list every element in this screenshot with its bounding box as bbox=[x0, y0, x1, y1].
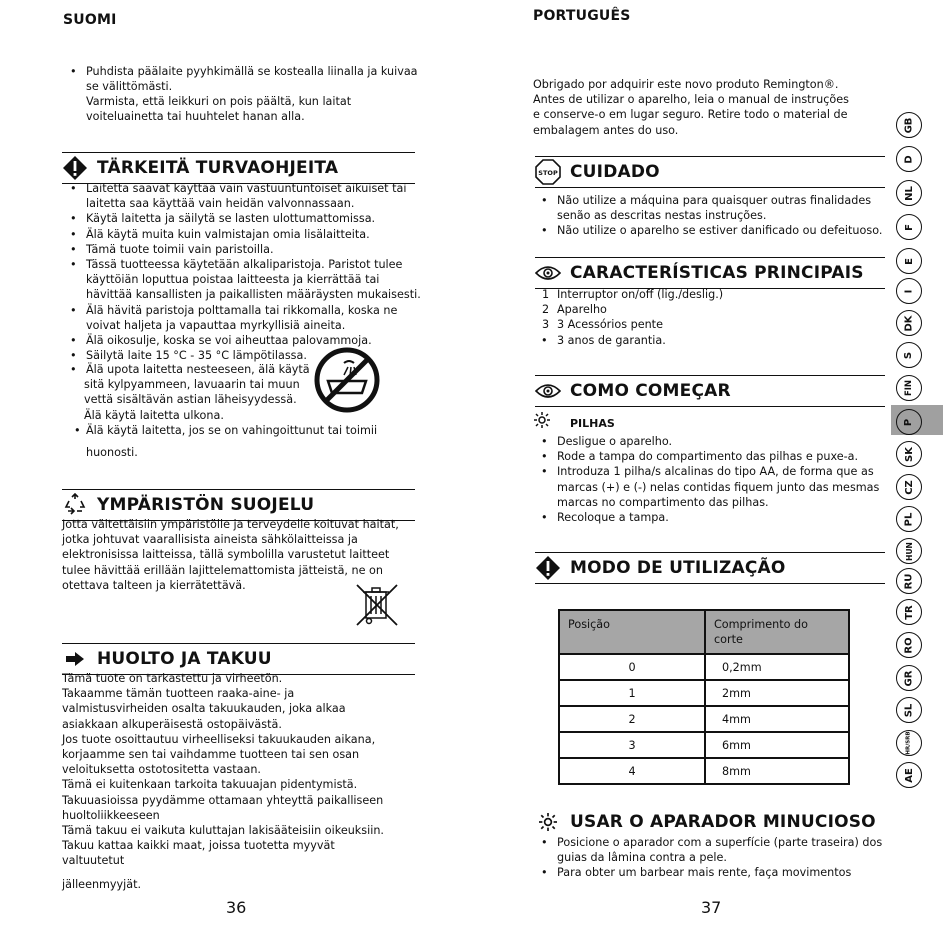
language-header-finnish: SUOMI bbox=[63, 12, 117, 28]
table-header-row bbox=[559, 610, 849, 654]
service-line: Jos tuote osoittautuu virheelliseksi takuukauden aikana, korjaamme sen tai vaihdamme tuotteen tai sen osan veloituksetta ostotositetta vastaan. bbox=[62, 732, 376, 777]
intro-bullet: • Puhdista päälaite pyyhkimällä se kostealla liinalla ja kuivaa se välittömästi. bbox=[62, 64, 422, 94]
eye-icon bbox=[535, 378, 561, 404]
caution-title: CUIDADO bbox=[570, 162, 660, 182]
features-section-header bbox=[535, 257, 885, 289]
water-bullet-line: • Älä upota laitetta nesteeseen, älä käytä bbox=[70, 363, 310, 376]
stop-label: STOP bbox=[538, 169, 558, 177]
sun-icon bbox=[534, 412, 550, 432]
warning-icon bbox=[535, 555, 561, 581]
table-row bbox=[559, 680, 849, 706]
getting-started-list bbox=[533, 434, 893, 525]
water-warning bbox=[62, 362, 322, 423]
language-tab-ru[interactable]: RU bbox=[896, 568, 922, 594]
water-bullet-line: sitä kylpyammeen, lavuaarin tai muun bbox=[84, 378, 300, 392]
getting-started-bullet: • Rode a tampa do compartimento das pilhas e puxe-a. bbox=[533, 449, 893, 464]
table-row bbox=[559, 732, 849, 758]
caution-section-header bbox=[535, 156, 885, 188]
environment-title: YMPÄRISTÖN SUOJELU bbox=[97, 495, 315, 515]
detail-trimmer-bullet: • Para obter um barbear mais rente, faça movimentos bbox=[533, 865, 893, 880]
weee-bin-icon bbox=[354, 582, 400, 632]
language-tab-nl[interactable]: NL bbox=[896, 180, 922, 206]
water-bullet-line: Älä käytä laitetta ulkona. bbox=[84, 408, 224, 422]
language-tab-e[interactable]: E bbox=[896, 248, 922, 274]
no-bath-icon bbox=[314, 347, 380, 417]
service-title: HUOLTO JA TAKUU bbox=[97, 649, 272, 669]
service-line: Takuu kattaa kaikki maat, joissa tuotetta myyvät valtuutetut bbox=[62, 839, 335, 868]
service-line: Tämä tuote on tarkastettu ja virheetön. bbox=[62, 672, 283, 685]
language-tab-d[interactable]: D bbox=[896, 146, 922, 172]
last-safety-bullet bbox=[72, 423, 422, 460]
language-tab-pl[interactable]: PL bbox=[896, 506, 922, 532]
getting-started-bullet: • Desligue o aparelho. bbox=[533, 434, 893, 449]
intro-extra-line: voiteluainetta tai huuhtelet hanan alla. bbox=[86, 110, 305, 124]
language-tab-gb[interactable]: GB bbox=[896, 112, 922, 138]
language-tab-p[interactable]: P bbox=[896, 409, 922, 435]
page-number-left: 36 bbox=[226, 898, 247, 917]
feature-item: 3 3 Acessórios pente bbox=[542, 318, 663, 332]
right-page bbox=[475, 0, 950, 950]
getting-started-bullet: • Recoloque a tampa. bbox=[533, 510, 893, 525]
table-cell: 2mm bbox=[705, 680, 849, 706]
safety-list bbox=[62, 181, 422, 363]
detail-trimmer-title: USAR O APARADOR MINUCIOSO bbox=[570, 812, 876, 832]
language-tab-gr[interactable]: GR bbox=[896, 665, 922, 691]
table-cell: 6mm bbox=[705, 732, 849, 758]
service-line: Takaamme tämän tuotteen raaka-aine- ja valmistusvirheiden osalta takuukauden, joka alkaa asiakkaan alkuperäisestä ostopäivästä. bbox=[62, 687, 346, 731]
table-header-cell: Posição bbox=[559, 610, 705, 654]
last-bullet-line: huonosti. bbox=[86, 446, 138, 460]
warning-icon bbox=[62, 155, 88, 181]
environment-text: Jotta vältettäisiin ympäristölle ja terveydelle koituvat haitat, jotka johtuvat vaarallisista aineista sähkölaitteissa ja elektronisissa laitteissa, tällä symbolilla varustetut laitteet tulee hävittää erillään lajittelemattomista jätteistä, ne on otettava talteen ja kierrätettävä. bbox=[62, 518, 399, 592]
language-tab-hr-srb[interactable]: HR/SRB bbox=[896, 730, 922, 756]
intro-paragraph: Obrigado por adquirir este novo produto Remington®. Antes de utilizar o aparelho, leia o manual de instruções e conserve-o em lugar seguro. Retire todo o material de embalagem antes do uso. bbox=[533, 78, 849, 137]
safety-title: TÄRKEITÄ TURVAOHJEITA bbox=[97, 158, 339, 178]
safety-bullet: • Älä käytä muita kuin valmistajan omia lisälaitteita. bbox=[62, 227, 422, 242]
intro-list bbox=[62, 64, 422, 94]
safety-bullet: • Laitetta saavat käyttää vain vastuuntuntoiset aikuiset tai laitetta saa käyttää vain heidän valvonnassaan. bbox=[62, 181, 422, 211]
safety-bullet: • Säilytä laite 15 °C - 35 °C lämpötilassa. bbox=[62, 348, 422, 363]
service-text bbox=[62, 671, 394, 892]
detail-trimmer-section-header bbox=[535, 806, 885, 838]
safety-bullet: • Käytä laitetta ja säilytä se lasten ulottumattomissa. bbox=[62, 211, 422, 226]
water-bullet-line: vettä sisältävän astian läheisyydessä. bbox=[84, 393, 297, 407]
safety-section-header bbox=[62, 152, 415, 184]
table-cell: 0 bbox=[559, 654, 705, 680]
language-tab-cz[interactable]: CZ bbox=[896, 474, 922, 500]
table-row bbox=[559, 706, 849, 732]
arrow-right-icon bbox=[62, 646, 88, 672]
table-row bbox=[559, 654, 849, 680]
getting-started-section-header bbox=[535, 375, 885, 407]
language-tab-ae[interactable]: AE bbox=[896, 762, 922, 788]
features-bullets bbox=[533, 333, 893, 348]
feature-bullet: • 3 anos de garantia. bbox=[533, 333, 893, 348]
sun-icon bbox=[535, 809, 561, 835]
caution-list bbox=[533, 193, 893, 239]
table-cell: 1 bbox=[559, 680, 705, 706]
table-cell: 8mm bbox=[705, 758, 849, 784]
service-line: Tämä takuu ei vaikuta kuluttajan lakisääteisiin oikeuksiin. bbox=[62, 824, 384, 838]
usage-section-header bbox=[535, 552, 885, 584]
intro-extra-line: Varmista, että leikkuri on pois päältä, kun laitat bbox=[86, 95, 352, 108]
language-header-portuguese: PORTUGUÊS bbox=[533, 8, 631, 24]
features-list bbox=[533, 287, 893, 333]
usage-title: MODO DE UTILIZAÇÃO bbox=[570, 558, 786, 578]
service-line: Takuuasioissa pyydämme ottamaan yhteyttä paikalliseen huoltoliikkeeseen bbox=[62, 793, 384, 822]
language-tab-fin[interactable]: FIN bbox=[896, 375, 922, 401]
stop-icon bbox=[535, 159, 561, 185]
language-tab-sk[interactable]: SK bbox=[896, 441, 922, 467]
detail-trimmer-list bbox=[533, 835, 893, 881]
language-tab-ro[interactable]: RO bbox=[896, 632, 922, 658]
table-cell: 0,2mm bbox=[705, 654, 849, 680]
table-cell: 3 bbox=[559, 732, 705, 758]
service-line: Tämä ei kuitenkaan tarkoita takuuajan pidentymistä. bbox=[62, 778, 358, 792]
cut-length-table bbox=[558, 609, 850, 785]
page-number-right: 37 bbox=[701, 898, 722, 917]
eye-icon bbox=[535, 260, 561, 286]
safety-bullet: • Tässä tuotteessa käytetään alkaliparistoja. Paristot tulee käyttöiän loputtua poistaa laitteesta ja kierrättää tai hävittää kansallisten ja paikallisten määräysten mukaisesti. bbox=[62, 257, 422, 303]
safety-bullet: • Tämä tuote toimii vain paristoilla. bbox=[62, 242, 422, 257]
recycle-icon bbox=[62, 492, 88, 518]
feature-item: 2 Aparelho bbox=[542, 303, 607, 317]
getting-started-bullet: • Introduza 1 pilha/s alcalinas do tipo AA, de forma que as marcas (+) e (-) nelas contidas fiquem junto das mesmas marcas no compartimento das pilhas. bbox=[533, 464, 893, 510]
service-line: jälleenmyyjät. bbox=[62, 877, 142, 891]
safety-bullet: • Älä hävitä paristoja polttamalla tai rikkomalla, koska ne voivat haljeta ja vapauttaa myrkyllisiä aineita. bbox=[62, 303, 422, 333]
table-header-cell: Comprimento do corte bbox=[705, 610, 849, 654]
batteries-subtitle: PILHAS bbox=[570, 417, 615, 430]
language-tab-sl[interactable]: SL bbox=[896, 697, 922, 723]
safety-bullet: • Älä oikosulje, koska se voi aiheuttaa palovammoja. bbox=[62, 333, 422, 348]
feature-item: 1 Interruptor on/off (lig./deslig.) bbox=[542, 288, 724, 301]
table-row bbox=[559, 758, 849, 784]
features-title: CARACTERÍSTICAS PRINCIPAIS bbox=[570, 263, 864, 283]
table-cell: 4 bbox=[559, 758, 705, 784]
language-tab-tr[interactable]: TR bbox=[896, 599, 922, 625]
table-cell: 2 bbox=[559, 706, 705, 732]
caution-bullet: • Não utilize o aparelho se estiver danificado ou defeituoso. bbox=[533, 223, 893, 238]
language-tab-dk[interactable]: DK bbox=[896, 310, 922, 336]
getting-started-title: COMO COMEÇAR bbox=[570, 381, 731, 401]
caution-bullet: • Não utilize a máquina para quaisquer outras finalidades senão as descritas nestas instruções. bbox=[533, 193, 893, 223]
table-cell: 4mm bbox=[705, 706, 849, 732]
language-tab-f[interactable]: F bbox=[896, 214, 922, 240]
detail-trimmer-bullet: • Posicione o aparador com a superfície (parte traseira) dos guias da lâmina contra a pele. bbox=[533, 835, 893, 865]
last-bullet-line: • Älä käytä laitetta, jos se on vahingoittunut tai toimii bbox=[74, 424, 378, 437]
language-tab-i[interactable]: I bbox=[896, 278, 922, 304]
language-tab-s[interactable]: S bbox=[896, 342, 922, 368]
language-tab-hun[interactable]: HUN bbox=[896, 538, 922, 564]
intro-extra bbox=[86, 94, 426, 124]
